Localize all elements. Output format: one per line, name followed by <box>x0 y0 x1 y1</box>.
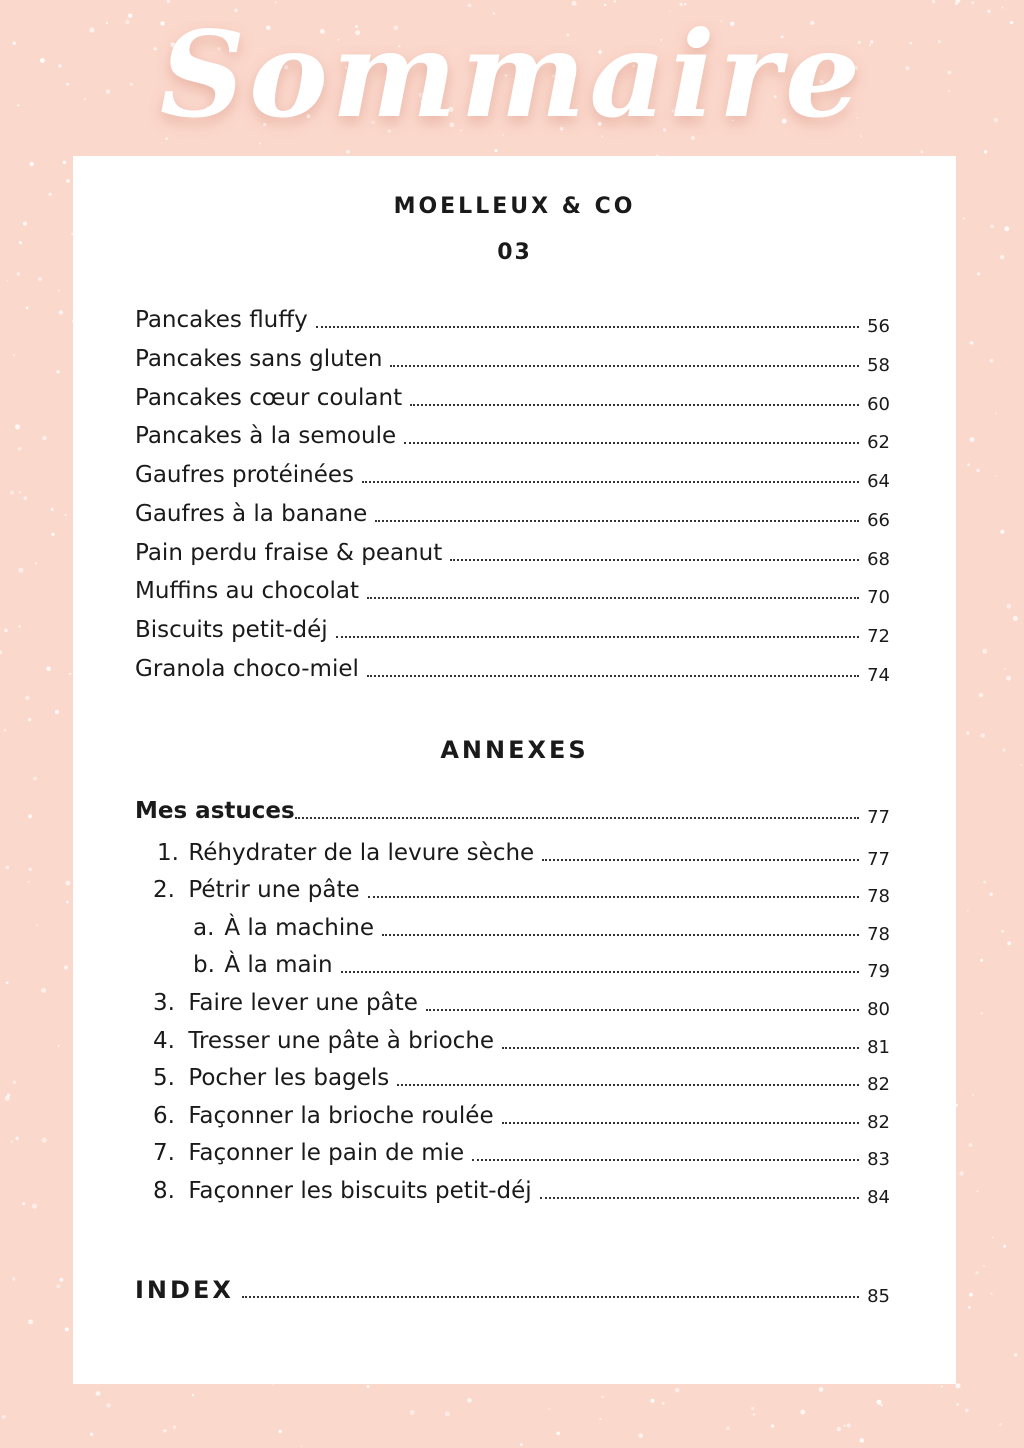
dot-leader <box>502 1047 859 1049</box>
toc-card <box>73 156 956 1384</box>
dot-leader <box>410 404 859 406</box>
dot-leader <box>502 1122 859 1124</box>
toc-entry[interactable]: Pancakes sans gluten 58 <box>135 346 890 376</box>
toc-entry[interactable]: Gaufres à la banane 66 <box>135 501 890 531</box>
dot-leader <box>390 365 859 367</box>
toc-entry[interactable]: Granola choco-miel 74 <box>135 656 890 686</box>
toc-entry[interactable]: Muffins au chocolat 70 <box>135 578 890 608</box>
dot-leader <box>316 326 859 328</box>
toc-entry[interactable]: 3. Faire lever une pâte 80 <box>153 990 890 1020</box>
dot-leader <box>375 520 859 522</box>
section-title: MOELLEUX & CO <box>393 194 636 219</box>
toc-heading-entry[interactable]: Mes astuces 77 <box>135 798 890 828</box>
dot-leader <box>368 896 859 898</box>
toc-entry[interactable]: Pancakes cœur coulant 60 <box>135 385 890 415</box>
toc-entry[interactable]: Pancakes à la semoule 62 <box>135 423 890 453</box>
toc-entry[interactable]: Biscuits petit-déj 72 <box>135 617 890 647</box>
toc-entry[interactable]: 1. Réhydrater de la levure sèche 77 <box>157 840 890 870</box>
dot-leader <box>367 675 859 677</box>
dot-leader <box>472 1159 859 1161</box>
toc-index-entry[interactable]: INDEX 85 <box>135 1276 890 1307</box>
toc-entry[interactable]: 8. Façonner les biscuits petit-déj 84 <box>153 1178 890 1208</box>
toc-entry[interactable]: Pancakes fluffy 56 <box>135 307 890 337</box>
toc-entry[interactable]: 6. Façonner la brioche roulée 82 <box>153 1103 890 1133</box>
toc-subentry[interactable]: b. À la main 79 <box>193 952 890 982</box>
dot-leader <box>542 859 859 861</box>
dot-leader <box>397 1084 859 1086</box>
toc-entry[interactable]: Pain perdu fraise & peanut 68 <box>135 540 890 570</box>
dot-leader <box>382 934 859 936</box>
dot-leader <box>242 1296 859 1298</box>
dot-leader <box>540 1197 859 1199</box>
dot-leader <box>426 1009 859 1011</box>
dot-leader <box>341 971 859 973</box>
dot-leader <box>336 636 859 638</box>
page-title: Sommaire <box>159 5 865 144</box>
toc-entry[interactable]: 2. Pétrir une pâte 78 <box>153 877 890 907</box>
toc-subentry[interactable]: a. À la machine 78 <box>193 915 890 945</box>
dot-leader <box>404 442 859 444</box>
dot-leader <box>362 481 859 483</box>
dot-leader <box>295 817 859 819</box>
section-number: 03 <box>497 240 532 265</box>
toc-entry[interactable]: Gaufres protéinées 64 <box>135 462 890 492</box>
toc-entry[interactable]: 4. Tresser une pâte à brioche 81 <box>153 1028 890 1058</box>
toc-entry[interactable]: 7. Façonner le pain de mie 83 <box>153 1140 890 1170</box>
section-title: ANNEXES <box>440 736 589 764</box>
toc-entry[interactable]: 5. Pocher les bagels 82 <box>153 1065 890 1095</box>
dot-leader <box>450 559 859 561</box>
dot-leader <box>367 597 859 599</box>
